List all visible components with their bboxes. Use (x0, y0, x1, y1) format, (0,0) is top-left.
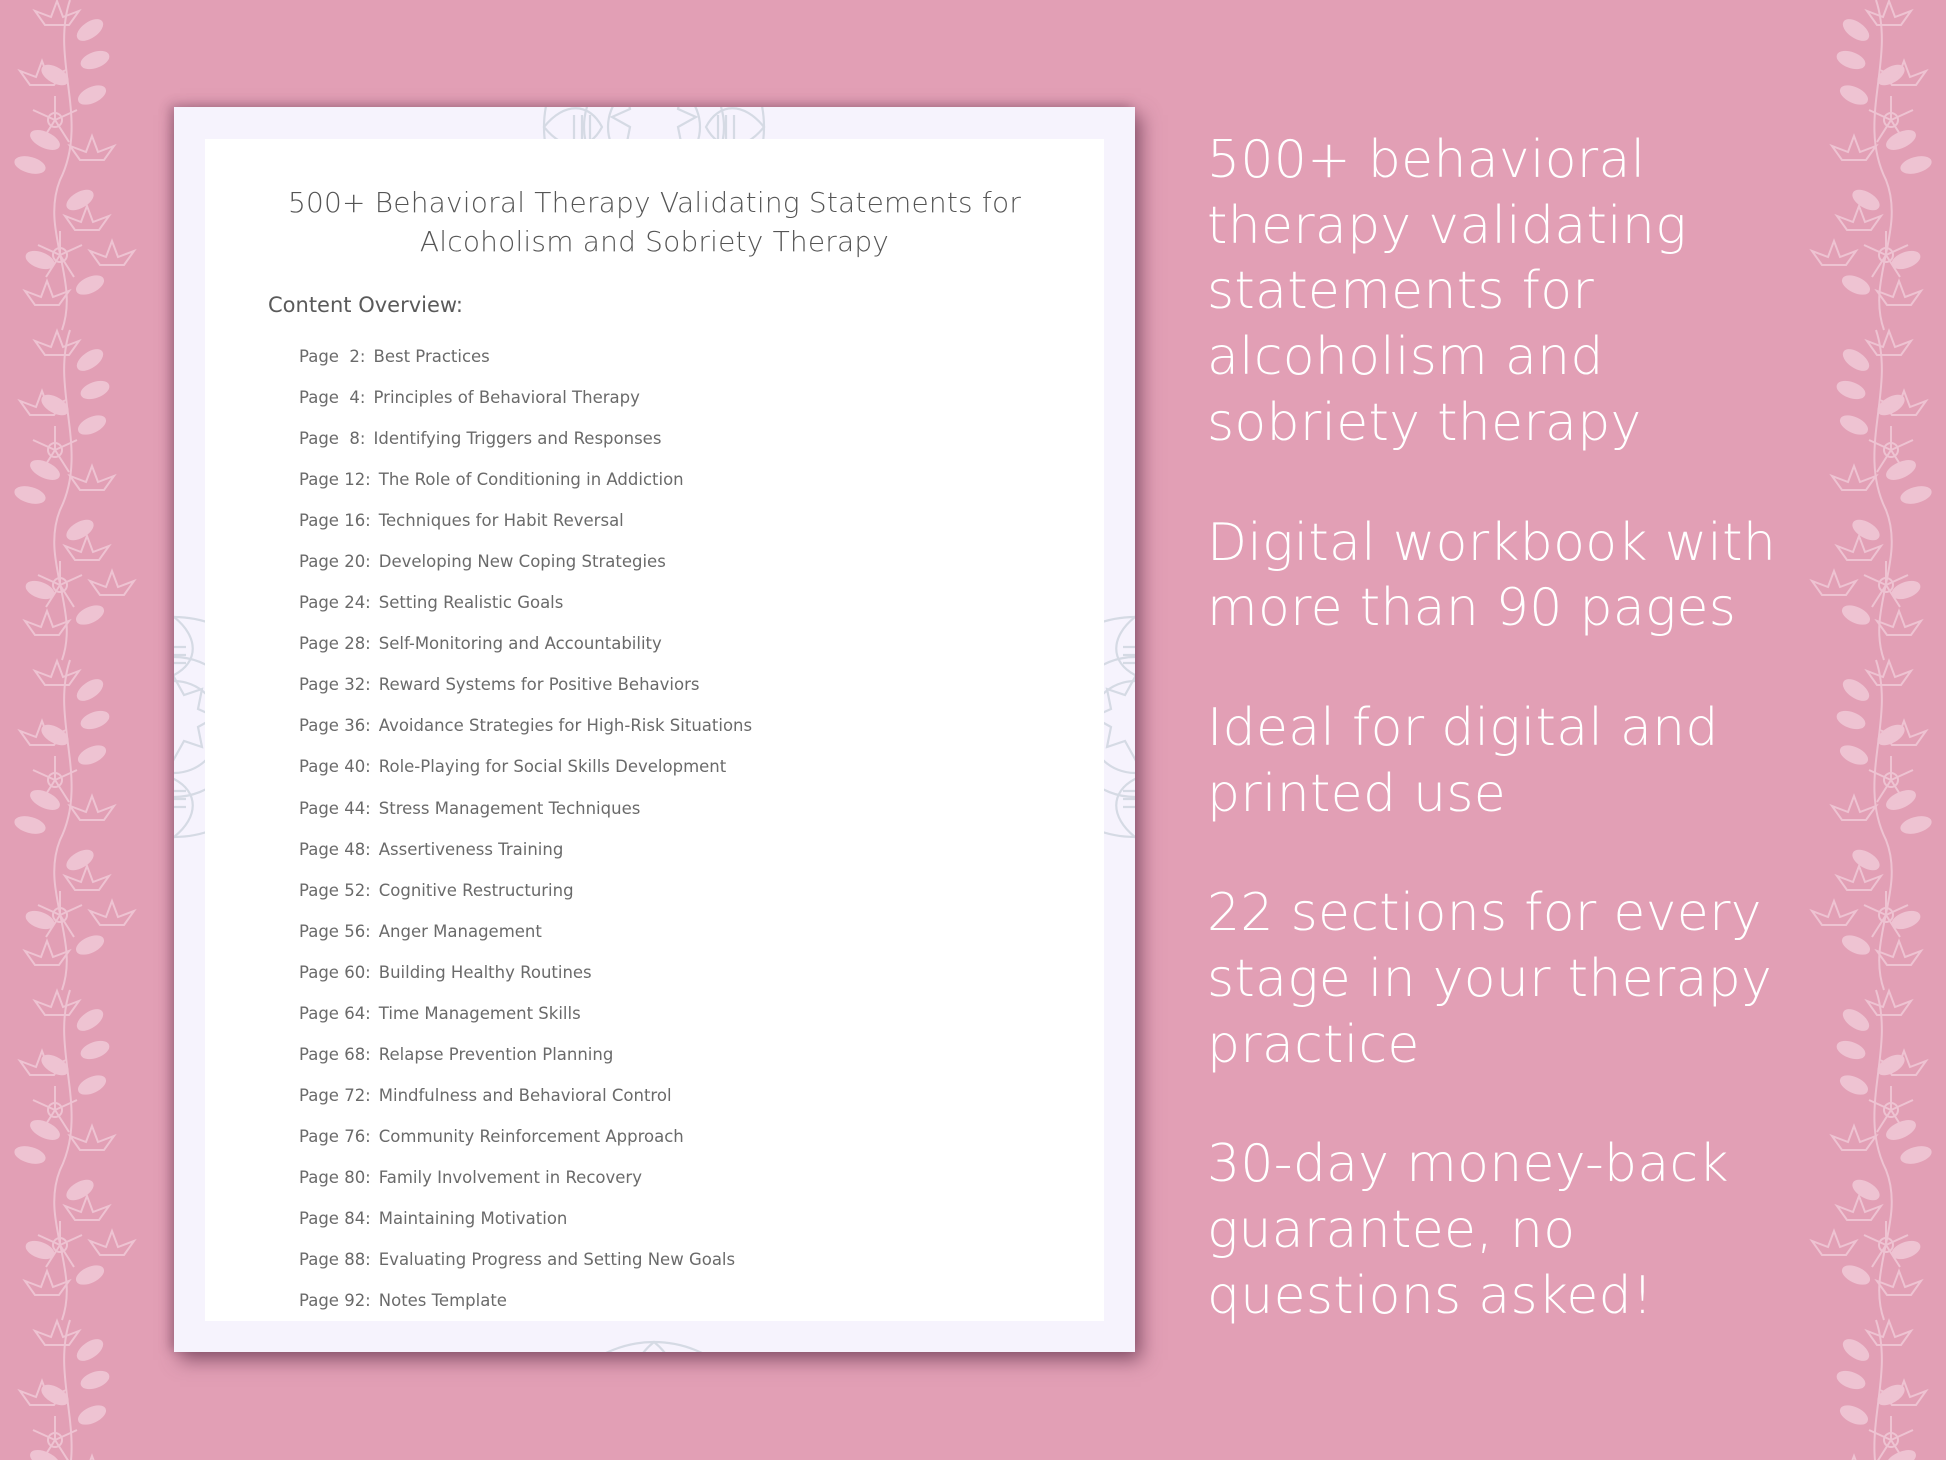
toc-item (299, 468, 752, 509)
toc-section-title: Building Healthy Routines (378, 962, 592, 982)
toc-section-title: Notes Template (378, 1291, 507, 1311)
feature-guarantee (1207, 1132, 1767, 1329)
document-title-line: Alcoholism and Sobriety Therapy (419, 225, 890, 258)
toc-section-title: Assertiveness Training (378, 839, 564, 859)
toc-page-number: Page 16: (299, 511, 371, 531)
toc-item (299, 1084, 752, 1125)
feature-line: more than 90 pages (1207, 578, 1737, 639)
feature-line: Ideal for digital and (1207, 697, 1719, 758)
feature-list (1207, 128, 1777, 1384)
toc-section-title: Time Management Skills (378, 1003, 581, 1023)
toc-item (299, 632, 752, 673)
feature-statement-count (1207, 128, 1767, 457)
toc-item (299, 797, 752, 838)
toc-page-number: Page 76: (299, 1126, 371, 1146)
toc-page-number: Page 32: (299, 675, 371, 695)
document-title-line: 500+ Behavioral Therapy Validating Statements for (287, 186, 1022, 219)
feature-page-count (1207, 511, 1777, 642)
toc-page-number: Page 64: (299, 1003, 371, 1023)
toc-page-number: Page 48: (299, 839, 371, 859)
toc-page-number: Page 60: (299, 962, 371, 982)
toc-page-number: Page 44: (299, 798, 371, 818)
feature-line: 500+ behavioral (1207, 130, 1646, 190)
toc-page-number: Page 12: (299, 470, 371, 490)
toc-page-number: Page 2: (299, 347, 366, 366)
page-content-area (205, 139, 1104, 1321)
toc-page-number: Page 72: (299, 1085, 371, 1105)
toc-item (299, 961, 752, 1002)
toc-section-title: Reward Systems for Positive Behaviors (378, 675, 700, 695)
toc-section-title: Principles of Behavioral Therapy (373, 388, 640, 408)
toc-page-number: Page 92: (299, 1291, 371, 1311)
feature-line: therapy validating (1207, 195, 1687, 256)
toc-item (299, 838, 752, 879)
toc-page-number: Page 8: (299, 429, 366, 449)
toc-page-number: Page 4: (299, 388, 366, 408)
toc-item (299, 509, 752, 550)
toc-page-number: Page 40: (299, 757, 371, 777)
toc-item (299, 714, 752, 755)
toc-page-number: Page 36: (299, 716, 371, 736)
toc-page-number: Page 88: (299, 1250, 371, 1270)
toc-section-title: Maintaining Motivation (378, 1208, 568, 1228)
feature-line: 22 sections for every (1207, 883, 1762, 944)
feature-sections (1207, 881, 1773, 1078)
table-of-contents (299, 345, 752, 1330)
toc-item (299, 755, 752, 796)
toc-item (299, 1248, 752, 1289)
toc-item (299, 427, 752, 468)
toc-section-title: Avoidance Strategies for High-Risk Situations (378, 716, 753, 736)
feature-usage (1207, 696, 1767, 827)
feature-line: sobriety therapy (1207, 392, 1642, 453)
feature-line: stage in your therapy (1207, 949, 1773, 1010)
toc-item (299, 1002, 752, 1043)
toc-page-number: Page 84: (299, 1208, 371, 1228)
toc-item (299, 591, 752, 632)
toc-section-title: Setting Realistic Goals (378, 593, 564, 613)
feature-line: alcoholism and (1207, 327, 1604, 388)
toc-item (299, 345, 752, 386)
toc-page-number: Page 80: (299, 1167, 371, 1187)
toc-section-title: Cognitive Restructuring (378, 880, 574, 900)
floral-vine-right-icon (1806, 0, 1946, 1460)
toc-item (299, 1043, 752, 1084)
toc-item (299, 879, 752, 920)
toc-section-title: Anger Management (378, 921, 542, 941)
toc-page-number: Page 24: (299, 593, 371, 613)
toc-page-number: Page 68: (299, 1044, 371, 1064)
toc-section-title: Relapse Prevention Planning (378, 1044, 614, 1064)
feature-line: questions asked! (1207, 1265, 1654, 1326)
toc-item (299, 920, 752, 961)
toc-item (299, 1289, 752, 1330)
toc-item (299, 1166, 752, 1207)
toc-section-title: Techniques for Habit Reversal (378, 511, 624, 531)
toc-section-title: Evaluating Progress and Setting New Goals (378, 1250, 736, 1270)
toc-section-title: Self-Monitoring and Accountability (378, 634, 662, 654)
toc-item (299, 673, 752, 714)
toc-item (299, 386, 752, 427)
toc-section-title: The Role of Conditioning in Addiction (378, 470, 684, 490)
toc-section-title: Identifying Triggers and Responses (373, 429, 662, 449)
toc-item (299, 1125, 752, 1166)
toc-page-number: Page 56: (299, 921, 371, 941)
toc-section-title: Mindfulness and Behavioral Control (378, 1085, 672, 1105)
toc-section-title: Stress Management Techniques (378, 798, 641, 818)
toc-page-number: Page 52: (299, 880, 371, 900)
toc-section-title: Community Reinforcement Approach (378, 1126, 684, 1146)
feature-line: practice (1207, 1014, 1420, 1075)
toc-section-title: Developing New Coping Strategies (378, 552, 666, 572)
floral-vine-left-icon (0, 0, 140, 1460)
content-overview-label: Content Overview: (268, 293, 463, 317)
toc-item (299, 1207, 752, 1248)
toc-page-number: Page 20: (299, 552, 371, 572)
toc-page-number: Page 28: (299, 634, 371, 654)
workbook-page-preview (174, 107, 1135, 1352)
toc-section-title: Family Involvement in Recovery (378, 1167, 642, 1187)
toc-section-title: Role-Playing for Social Skills Development (378, 757, 727, 777)
toc-section-title: Best Practices (373, 347, 490, 366)
feature-line: Digital workbook with (1207, 512, 1777, 573)
feature-line: guarantee, no (1207, 1200, 1576, 1261)
feature-line: statements for (1207, 261, 1595, 322)
feature-line: 30-day money-back (1207, 1134, 1729, 1195)
toc-item (299, 550, 752, 591)
feature-line: printed use (1207, 763, 1507, 824)
document-title (205, 183, 1104, 261)
